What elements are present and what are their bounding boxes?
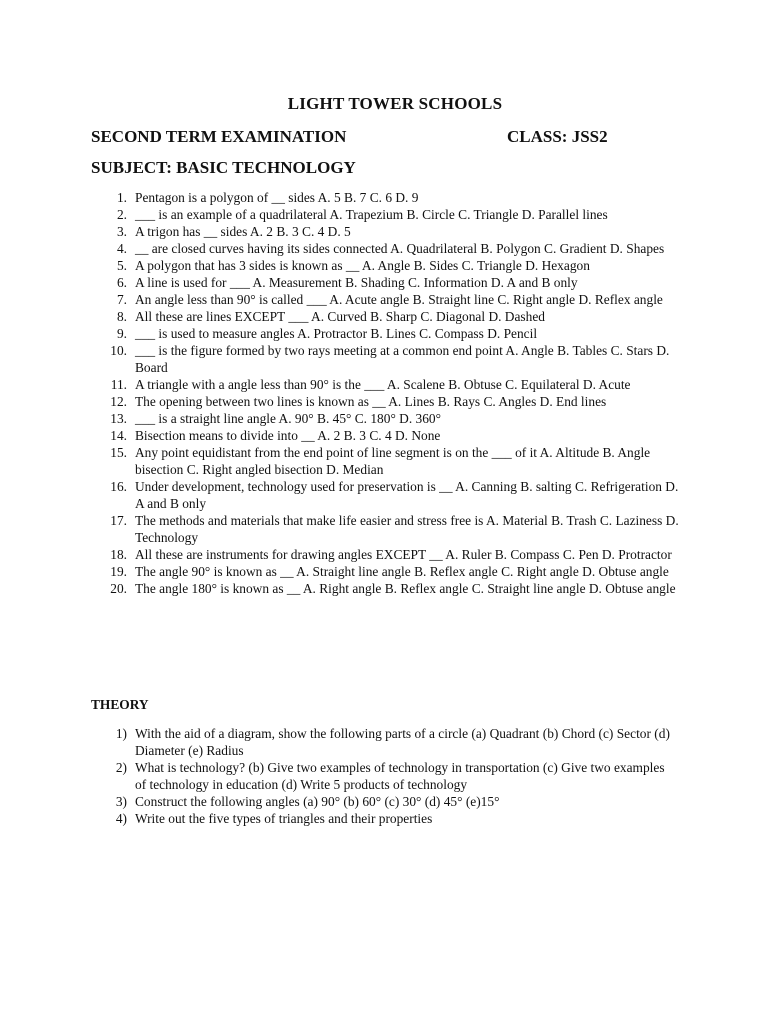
question-text: ___ is an example of a quadrilateral A. Trapezium B. Circle C. Triangle D. Parallel lines	[135, 207, 608, 222]
question-item	[91, 444, 679, 478]
question-item	[91, 393, 679, 410]
question-text: Bisection means to divide into __ A. 2 B. 3 C. 4 D. None	[135, 428, 441, 443]
question-number: 2.	[116, 207, 127, 222]
question-number: 12.	[110, 394, 127, 409]
question-item	[91, 325, 679, 342]
question-item	[91, 546, 679, 563]
question-number: 8.	[116, 309, 127, 324]
question-text: Any point equidistant from the end point of line segment is on the ___ of it A. Altitude B. Angle bisection C. Right angled bisection D. Median	[135, 445, 651, 477]
exam-term-row	[91, 127, 621, 147]
subject-heading: SUBJECT: BASIC TECHNOLOGY	[91, 158, 356, 177]
theory-heading: THEORY	[91, 697, 149, 712]
theory-text: Write out the five types of triangles and their properties	[135, 811, 433, 826]
question-number: 13.	[110, 411, 127, 426]
theory-number: 1)	[115, 726, 127, 741]
question-number: 1.	[116, 190, 127, 205]
objective-questions	[91, 189, 679, 597]
theory-questions	[91, 725, 679, 827]
question-item	[91, 512, 679, 546]
question-number: 3.	[116, 224, 127, 239]
question-item	[91, 291, 679, 308]
theory-text: What is technology? (b) Give two examples of technology in transportation (c) Give two examples of technology in education (d) Write 5 products of technology	[135, 760, 665, 792]
question-number: 4.	[116, 241, 127, 256]
question-item	[91, 189, 679, 206]
question-item	[91, 206, 679, 223]
theory-item	[91, 793, 679, 810]
question-number: 20.	[110, 581, 127, 596]
school-name: LIGHT TOWER SCHOOLS	[287, 94, 503, 113]
question-number: 10.	[110, 343, 127, 358]
theory-text: Construct the following angles (a) 90° (b) 60° (c) 30° (d) 45° (e)15°	[135, 794, 500, 809]
theory-text: With the aid of a diagram, show the following parts of a circle (a) Quadrant (b) Chord (c) Sector (d) Diameter (e) Radius	[135, 726, 670, 758]
question-number: 5.	[116, 258, 127, 273]
question-number: 9.	[116, 326, 127, 341]
theory-number: 4)	[115, 811, 127, 826]
question-number: 17.	[110, 513, 127, 528]
question-item	[91, 342, 679, 376]
question-item	[91, 240, 679, 257]
question-text: A triangle with a angle less than 90° is the ___ A. Scalene B. Obtuse C. Equilateral D. Acute	[135, 377, 631, 392]
theory-number: 2)	[115, 760, 127, 775]
question-number: 15.	[110, 445, 127, 460]
question-item	[91, 223, 679, 240]
question-number: 11.	[110, 377, 127, 392]
question-text: An angle less than 90° is called ___ A. Acute angle B. Straight line C. Right angle D. Reflex angle	[135, 292, 663, 307]
question-item	[91, 274, 679, 291]
question-item	[91, 308, 679, 325]
question-item	[91, 257, 679, 274]
question-text: ___ is a straight line angle A. 90° B. 45° C. 180° D. 360°	[135, 411, 441, 426]
exam-term: SECOND TERM EXAMINATION	[91, 127, 347, 146]
question-text: Under development, technology used for preservation is __ A. Canning B. salting C. Refrigeration D. A and B only	[135, 479, 679, 511]
question-item	[91, 478, 679, 512]
theory-item	[91, 725, 679, 759]
question-number: 14.	[110, 428, 127, 443]
question-text: The opening between two lines is known as __ A. Lines B. Rays C. Angles D. End lines	[135, 394, 607, 409]
question-text: All these are lines EXCEPT ___ A. Curved B. Sharp C. Diagonal D. Dashed	[135, 309, 545, 324]
question-number: 19.	[110, 564, 127, 579]
question-text: A polygon that has 3 sides is known as __ A. Angle B. Sides C. Triangle D. Hexagon	[135, 258, 590, 273]
question-text: The methods and materials that make life easier and stress free is A. Material B. Trash C. Laziness D. Technology	[135, 513, 679, 545]
class-label: CLASS: JSS2	[507, 127, 608, 146]
question-item	[91, 580, 679, 597]
question-text: ___ is the figure formed by two rays meeting at a common end point A. Angle B. Tables C. Stars D. Board	[135, 343, 670, 375]
question-text: ___ is used to measure angles A. Protractor B. Lines C. Compass D. Pencil	[135, 326, 538, 341]
question-text: __ are closed curves having its sides connected A. Quadrilateral B. Polygon C. Gradient D. Shapes	[135, 241, 665, 256]
question-text: A line is used for ___ A. Measurement B. Shading C. Information D. A and B only	[135, 275, 578, 290]
question-number: 16.	[110, 479, 127, 494]
question-item	[91, 427, 679, 444]
question-item	[91, 563, 679, 580]
question-text: A trigon has __ sides A. 2 B. 3 C. 4 D. 5	[135, 224, 351, 239]
question-number: 6.	[116, 275, 127, 290]
question-text: All these are instruments for drawing angles EXCEPT __ A. Ruler B. Compass C. Pen D. Protractor	[135, 547, 672, 562]
question-text: The angle 90° is known as __ A. Straight line angle B. Reflex angle C. Right angle D. Obtuse angle	[135, 564, 669, 579]
question-text: Pentagon is a polygon of __ sides A. 5 B. 7 C. 6 D. 9	[135, 190, 419, 205]
question-number: 7.	[116, 292, 127, 307]
question-number: 18.	[110, 547, 127, 562]
question-item	[91, 410, 679, 427]
question-text: The angle 180° is known as __ A. Right angle B. Reflex angle C. Straight line angle D. Obtuse angle	[135, 581, 676, 596]
theory-number: 3)	[115, 794, 127, 809]
theory-item	[91, 810, 679, 827]
question-item	[91, 376, 679, 393]
theory-item	[91, 759, 679, 793]
